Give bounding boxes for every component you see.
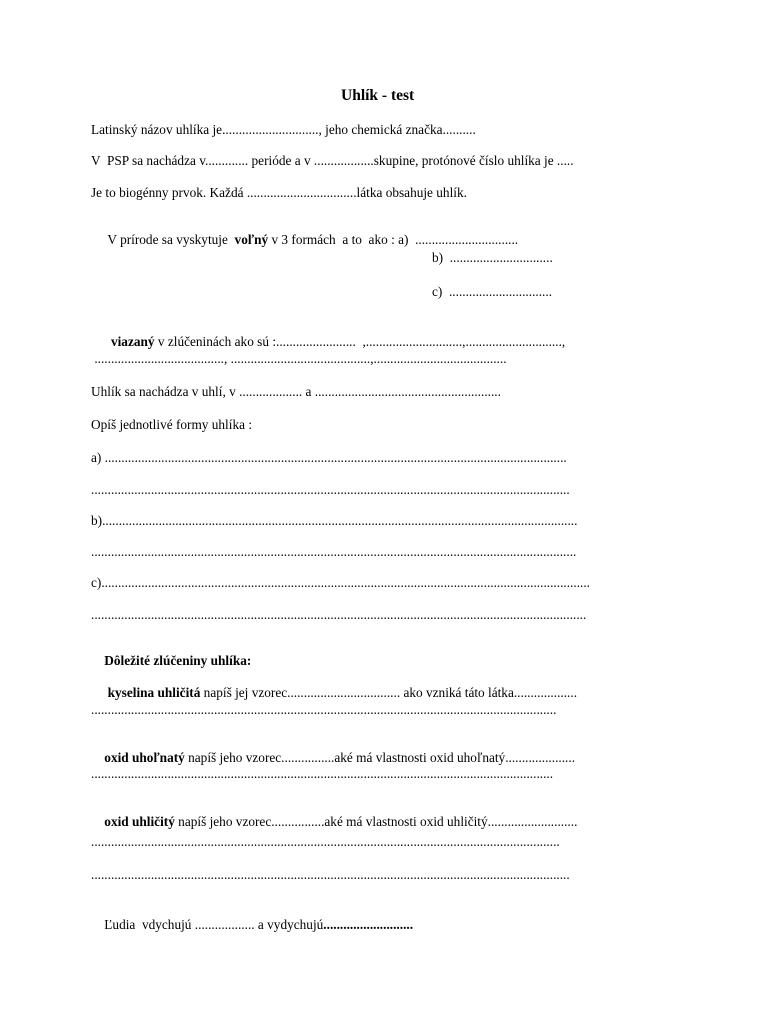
answer-line: ..................................................................................................................................................... (91, 607, 587, 622)
answer-line-b: b)............................................................................................................................................... (91, 513, 578, 528)
text-segment: napíš jeho vzorec................aké má vlastnosti oxid uhoľnatý..................... (184, 750, 576, 765)
text-segment: napíš jeho vzorec................aké má vlastnosti oxid uhličitý........................... (174, 814, 578, 829)
answer-line: ............................................................................................................................................. (91, 834, 560, 849)
text-segment: v 3 formách a to ako : a) ............................... (268, 232, 519, 247)
text-segment: Ľudia vdychujú .................. a vydychujú (104, 917, 324, 932)
bold-term-carbon-monoxide: oxid uhoľnatý (104, 750, 185, 765)
section-heading-text: Dôležité zlúčeniny uhlíka: (104, 653, 252, 668)
question-coal: Uhlík sa nachádza v uhlí, v ................... a ........................................................ (91, 384, 501, 399)
text-segment: napíš jej vzorec.................................. ako vzniká táto látka................... (200, 685, 578, 700)
question-latin-name: Latinský názov uhlíka je............................., jeho chemická značka.......... (91, 122, 476, 137)
answer-line-c: c)................................................................................................................................................... (91, 575, 590, 590)
question-breathing (91, 901, 413, 949)
answer-line: ................................................................................................................................................ (91, 482, 570, 497)
answer-line: .................................................................................................................................................. (91, 544, 577, 559)
answer-line: ................................................................................................................................................ (91, 867, 570, 882)
text-segment: v zlúčeninách ako sú :........................ ,.............................,............................., (154, 334, 566, 349)
answer-line: ........................................................................................................................................... (91, 766, 554, 781)
question-describe-forms: Opíš jednotlivé formy uhlíka : (91, 417, 253, 432)
text-segment (104, 334, 111, 349)
bold-term-bound: viazaný (110, 334, 155, 349)
question-periodic-table: V PSP sa nachádza v............. perióde a v ..................skupine, protónové číslo uhlíka je ..... (91, 153, 574, 168)
bold-blank: ........................... (323, 917, 414, 932)
answer-line-a: a) ........................................................................................................................................... (91, 450, 567, 465)
answer-line: ......................................., ..........................................,........................................ (91, 351, 507, 366)
answer-line-b: b) ............................... (432, 250, 553, 265)
bold-term-free: voľný (234, 232, 269, 247)
bold-term-carbon-dioxide: oxid uhličitý (104, 814, 175, 829)
text-segment: V prírode sa vyskytuje (104, 232, 235, 247)
page-title: Uhlík - test (341, 87, 415, 104)
question-biogenic-element: Je to biogénny prvok. Každá .................................látka obsahuje uhlík. (91, 185, 467, 200)
bold-term-carbonic-acid: kyselina uhličitá (107, 685, 201, 700)
answer-line: ............................................................................................................................................ (91, 702, 557, 717)
answer-line-c: c) ............................... (432, 284, 553, 299)
